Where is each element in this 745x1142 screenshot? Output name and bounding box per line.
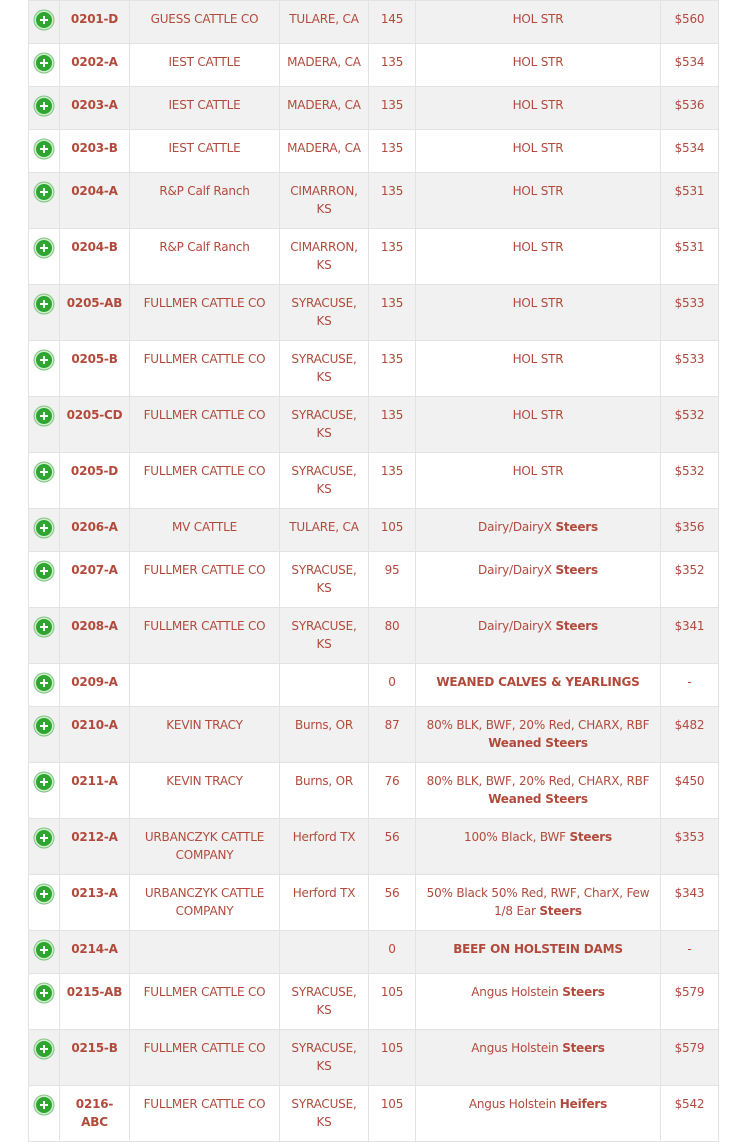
plus-circle-icon[interactable] (36, 408, 52, 424)
lot-number: 0211-A (60, 763, 130, 819)
location: CIMARRON, KS (280, 229, 369, 285)
head-count: 56 (369, 875, 416, 931)
lot-number: 0213-A (60, 875, 130, 931)
lot-number: 0209-A (60, 664, 130, 707)
consignor: FULLMER CATTLE CO (130, 453, 280, 509)
price: $531 (661, 229, 719, 285)
expand-cell[interactable] (29, 608, 60, 664)
lot-number: 0204-B (60, 229, 130, 285)
description-bold: WEANED CALVES & YEARLINGS (436, 675, 640, 689)
expand-cell[interactable] (29, 173, 60, 229)
table-row (29, 1086, 719, 1142)
description-bold: Steers (555, 619, 598, 633)
plus-circle-icon[interactable] (36, 55, 52, 71)
plus-circle-icon[interactable] (36, 1041, 52, 1057)
description (416, 453, 661, 509)
results-table-wrapper (28, 0, 718, 1142)
description (416, 875, 661, 931)
lot-number: 0205-AB (60, 285, 130, 341)
location: TULARE, CA (280, 1, 369, 44)
table-row (29, 763, 719, 819)
head-count: 135 (369, 229, 416, 285)
price: $536 (661, 87, 719, 130)
description (416, 664, 661, 707)
consignor: KEVIN TRACY (130, 763, 280, 819)
location: MADERA, CA (280, 44, 369, 87)
lot-number: 0205-CD (60, 397, 130, 453)
price: $482 (661, 707, 719, 763)
table-row (29, 44, 719, 87)
location: SYRACUSE, KS (280, 341, 369, 397)
description-text: HOL STR (512, 352, 564, 366)
consignor: URBANCZYK CATTLE COMPANY (130, 875, 280, 931)
expand-cell[interactable] (29, 341, 60, 397)
description-bold: Steers (569, 830, 612, 844)
description-text: 50% Black 50% Red, RWF, CharX, Few 1/8 Ear (426, 886, 650, 918)
description-text: HOL STR (512, 55, 564, 69)
location: Herford TX (280, 819, 369, 875)
expand-cell[interactable] (29, 453, 60, 509)
price: $450 (661, 763, 719, 819)
lot-number: 0203-A (60, 87, 130, 130)
description (416, 341, 661, 397)
consignor: FULLMER CATTLE CO (130, 552, 280, 608)
consignor: URBANCZYK CATTLE COMPANY (130, 819, 280, 875)
head-count: 135 (369, 130, 416, 173)
price: $343 (661, 875, 719, 931)
head-count: 135 (369, 44, 416, 87)
plus-circle-icon[interactable] (36, 12, 52, 28)
location: SYRACUSE, KS (280, 285, 369, 341)
lot-number: 0214-A (60, 931, 130, 974)
table-row (29, 819, 719, 875)
head-count: 0 (369, 664, 416, 707)
table-row (29, 453, 719, 509)
table-row (29, 707, 719, 763)
consignor: FULLMER CATTLE CO (130, 1030, 280, 1086)
head-count: 0 (369, 931, 416, 974)
description-text: HOL STR (512, 408, 564, 422)
description (416, 707, 661, 763)
price: $534 (661, 130, 719, 173)
price: $531 (661, 173, 719, 229)
description-bold: Steers (562, 985, 605, 999)
description-text: HOL STR (512, 240, 564, 254)
expand-cell[interactable] (29, 707, 60, 763)
table-row (29, 931, 719, 974)
table-row (29, 229, 719, 285)
price: $532 (661, 453, 719, 509)
table-row (29, 664, 719, 707)
description-bold: Heifers (559, 1097, 608, 1111)
description (416, 130, 661, 173)
description (416, 397, 661, 453)
plus-circle-icon[interactable] (36, 718, 52, 734)
description (416, 87, 661, 130)
lot-number: 0215-B (60, 1030, 130, 1086)
price: $542 (661, 1086, 719, 1142)
description-text: HOL STR (512, 141, 564, 155)
head-count: 80 (369, 608, 416, 664)
description (416, 285, 661, 341)
description (416, 229, 661, 285)
head-count: 105 (369, 1030, 416, 1086)
description-text: 80% BLK, BWF, 20% Red, CHARX, RBF (426, 774, 650, 788)
price: - (661, 664, 719, 707)
head-count: 135 (369, 285, 416, 341)
plus-circle-icon[interactable] (36, 619, 52, 635)
location: SYRACUSE, KS (280, 453, 369, 509)
price: $533 (661, 341, 719, 397)
location (280, 664, 369, 707)
consignor: KEVIN TRACY (130, 707, 280, 763)
description (416, 819, 661, 875)
description-bold: Steers (562, 1041, 605, 1055)
consignor (130, 664, 280, 707)
table-row (29, 552, 719, 608)
description-text: Angus Holstein (471, 985, 563, 999)
lot-number: 0208-A (60, 608, 130, 664)
table-row (29, 397, 719, 453)
location: Burns, OR (280, 707, 369, 763)
expand-cell[interactable] (29, 509, 60, 552)
location (280, 931, 369, 974)
lot-number: 0216-ABC (60, 1086, 130, 1142)
table-row (29, 173, 719, 229)
head-count: 105 (369, 1086, 416, 1142)
expand-cell[interactable] (29, 1, 60, 44)
expand-cell[interactable] (29, 130, 60, 173)
table-row (29, 341, 719, 397)
description-text: 80% BLK, BWF, 20% Red, CHARX, RBF (426, 718, 650, 732)
consignor: R&P Calf Ranch (130, 173, 280, 229)
plus-circle-icon[interactable] (36, 141, 52, 157)
consignor: GUESS CATTLE CO (130, 1, 280, 44)
description-text: HOL STR (512, 98, 564, 112)
location: CIMARRON, KS (280, 173, 369, 229)
description-text: Angus Holstein (471, 1041, 563, 1055)
plus-circle-icon[interactable] (36, 942, 52, 958)
lot-number: 0202-A (60, 44, 130, 87)
expand-cell[interactable] (29, 931, 60, 974)
plus-circle-icon[interactable] (36, 352, 52, 368)
table-row (29, 285, 719, 341)
location: Burns, OR (280, 763, 369, 819)
results-table (28, 0, 719, 1142)
plus-circle-icon[interactable] (36, 520, 52, 536)
description (416, 552, 661, 608)
lot-number: 0201-D (60, 1, 130, 44)
description-bold: Weaned Steers (488, 736, 588, 750)
plus-circle-icon[interactable] (36, 985, 52, 1001)
table-row (29, 1030, 719, 1086)
description (416, 763, 661, 819)
description-text: 100% Black, BWF (464, 830, 570, 844)
consignor: IEST CATTLE (130, 44, 280, 87)
location: MADERA, CA (280, 87, 369, 130)
consignor: FULLMER CATTLE CO (130, 341, 280, 397)
head-count: 135 (369, 453, 416, 509)
plus-circle-icon[interactable] (36, 886, 52, 902)
description-bold: Weaned Steers (488, 792, 588, 806)
lot-number: 0203-B (60, 130, 130, 173)
location: SYRACUSE, KS (280, 552, 369, 608)
description-bold: Steers (555, 520, 598, 534)
expand-cell[interactable] (29, 763, 60, 819)
description (416, 1086, 661, 1142)
expand-cell[interactable] (29, 1030, 60, 1086)
description-text: HOL STR (512, 464, 564, 478)
head-count: 135 (369, 341, 416, 397)
location: SYRACUSE, KS (280, 397, 369, 453)
consignor: FULLMER CATTLE CO (130, 1086, 280, 1142)
expand-cell[interactable] (29, 229, 60, 285)
price: $341 (661, 608, 719, 664)
plus-circle-icon[interactable] (36, 464, 52, 480)
location: SYRACUSE, KS (280, 974, 369, 1030)
lot-number: 0212-A (60, 819, 130, 875)
location: MADERA, CA (280, 130, 369, 173)
consignor: MV CATTLE (130, 509, 280, 552)
lot-number: 0207-A (60, 552, 130, 608)
expand-cell[interactable] (29, 819, 60, 875)
head-count: 76 (369, 763, 416, 819)
consignor: FULLMER CATTLE CO (130, 285, 280, 341)
price: $356 (661, 509, 719, 552)
head-count: 135 (369, 397, 416, 453)
consignor: IEST CATTLE (130, 87, 280, 130)
price: $353 (661, 819, 719, 875)
lot-number: 0205-D (60, 453, 130, 509)
price: $352 (661, 552, 719, 608)
description (416, 1030, 661, 1086)
results-table-body (29, 0, 719, 1142)
price: $534 (661, 44, 719, 87)
expand-cell[interactable] (29, 1086, 60, 1142)
plus-circle-icon[interactable] (36, 675, 52, 691)
lot-number: 0206-A (60, 509, 130, 552)
table-row (29, 1, 719, 44)
head-count: 87 (369, 707, 416, 763)
expand-cell[interactable] (29, 552, 60, 608)
plus-circle-icon[interactable] (36, 184, 52, 200)
description-text: HOL STR (512, 12, 564, 26)
expand-cell[interactable] (29, 285, 60, 341)
table-row (29, 974, 719, 1030)
location: SYRACUSE, KS (280, 1030, 369, 1086)
expand-cell[interactable] (29, 875, 60, 931)
lot-number: 0205-B (60, 341, 130, 397)
location: SYRACUSE, KS (280, 1086, 369, 1142)
head-count: 135 (369, 173, 416, 229)
consignor: FULLMER CATTLE CO (130, 397, 280, 453)
head-count: 56 (369, 819, 416, 875)
lot-number: 0210-A (60, 707, 130, 763)
description-text: HOL STR (512, 296, 564, 310)
consignor: IEST CATTLE (130, 130, 280, 173)
description-text: Dairy/DairyX (478, 619, 556, 633)
table-row (29, 130, 719, 173)
description-text: HOL STR (512, 184, 564, 198)
description (416, 974, 661, 1030)
plus-circle-icon[interactable] (36, 774, 52, 790)
table-row (29, 509, 719, 552)
price: $579 (661, 1030, 719, 1086)
location: SYRACUSE, KS (280, 608, 369, 664)
description (416, 608, 661, 664)
consignor (130, 931, 280, 974)
expand-cell[interactable] (29, 974, 60, 1030)
location: TULARE, CA (280, 509, 369, 552)
plus-circle-icon[interactable] (36, 98, 52, 114)
price: $560 (661, 1, 719, 44)
plus-circle-icon[interactable] (36, 240, 52, 256)
head-count: 95 (369, 552, 416, 608)
table-row (29, 87, 719, 130)
price: $579 (661, 974, 719, 1030)
lot-number: 0204-A (60, 173, 130, 229)
plus-circle-icon[interactable] (36, 1097, 52, 1113)
description (416, 509, 661, 552)
head-count: 135 (369, 87, 416, 130)
consignor: R&P Calf Ranch (130, 229, 280, 285)
head-count: 105 (369, 509, 416, 552)
expand-cell[interactable] (29, 664, 60, 707)
table-row (29, 875, 719, 931)
expand-cell[interactable] (29, 44, 60, 87)
lot-number: 0215-AB (60, 974, 130, 1030)
consignor: FULLMER CATTLE CO (130, 974, 280, 1030)
description-text: Angus Holstein (468, 1097, 560, 1111)
description-bold: Steers (539, 904, 582, 918)
description (416, 931, 661, 974)
description-bold: BEEF ON HOLSTEIN DAMS (453, 942, 623, 956)
price: $533 (661, 285, 719, 341)
price: $532 (661, 397, 719, 453)
description (416, 44, 661, 87)
consignor: FULLMER CATTLE CO (130, 608, 280, 664)
description (416, 1, 661, 44)
plus-circle-icon[interactable] (36, 830, 52, 846)
description-text: Dairy/DairyX (478, 520, 556, 534)
plus-circle-icon[interactable] (36, 563, 52, 579)
price: - (661, 931, 719, 974)
head-count: 105 (369, 974, 416, 1030)
description-bold: Steers (555, 563, 598, 577)
plus-circle-icon[interactable] (36, 296, 52, 312)
description-text: Dairy/DairyX (478, 563, 556, 577)
expand-cell[interactable] (29, 397, 60, 453)
table-row (29, 608, 719, 664)
description (416, 173, 661, 229)
location: Herford TX (280, 875, 369, 931)
expand-cell[interactable] (29, 87, 60, 130)
head-count: 145 (369, 1, 416, 44)
